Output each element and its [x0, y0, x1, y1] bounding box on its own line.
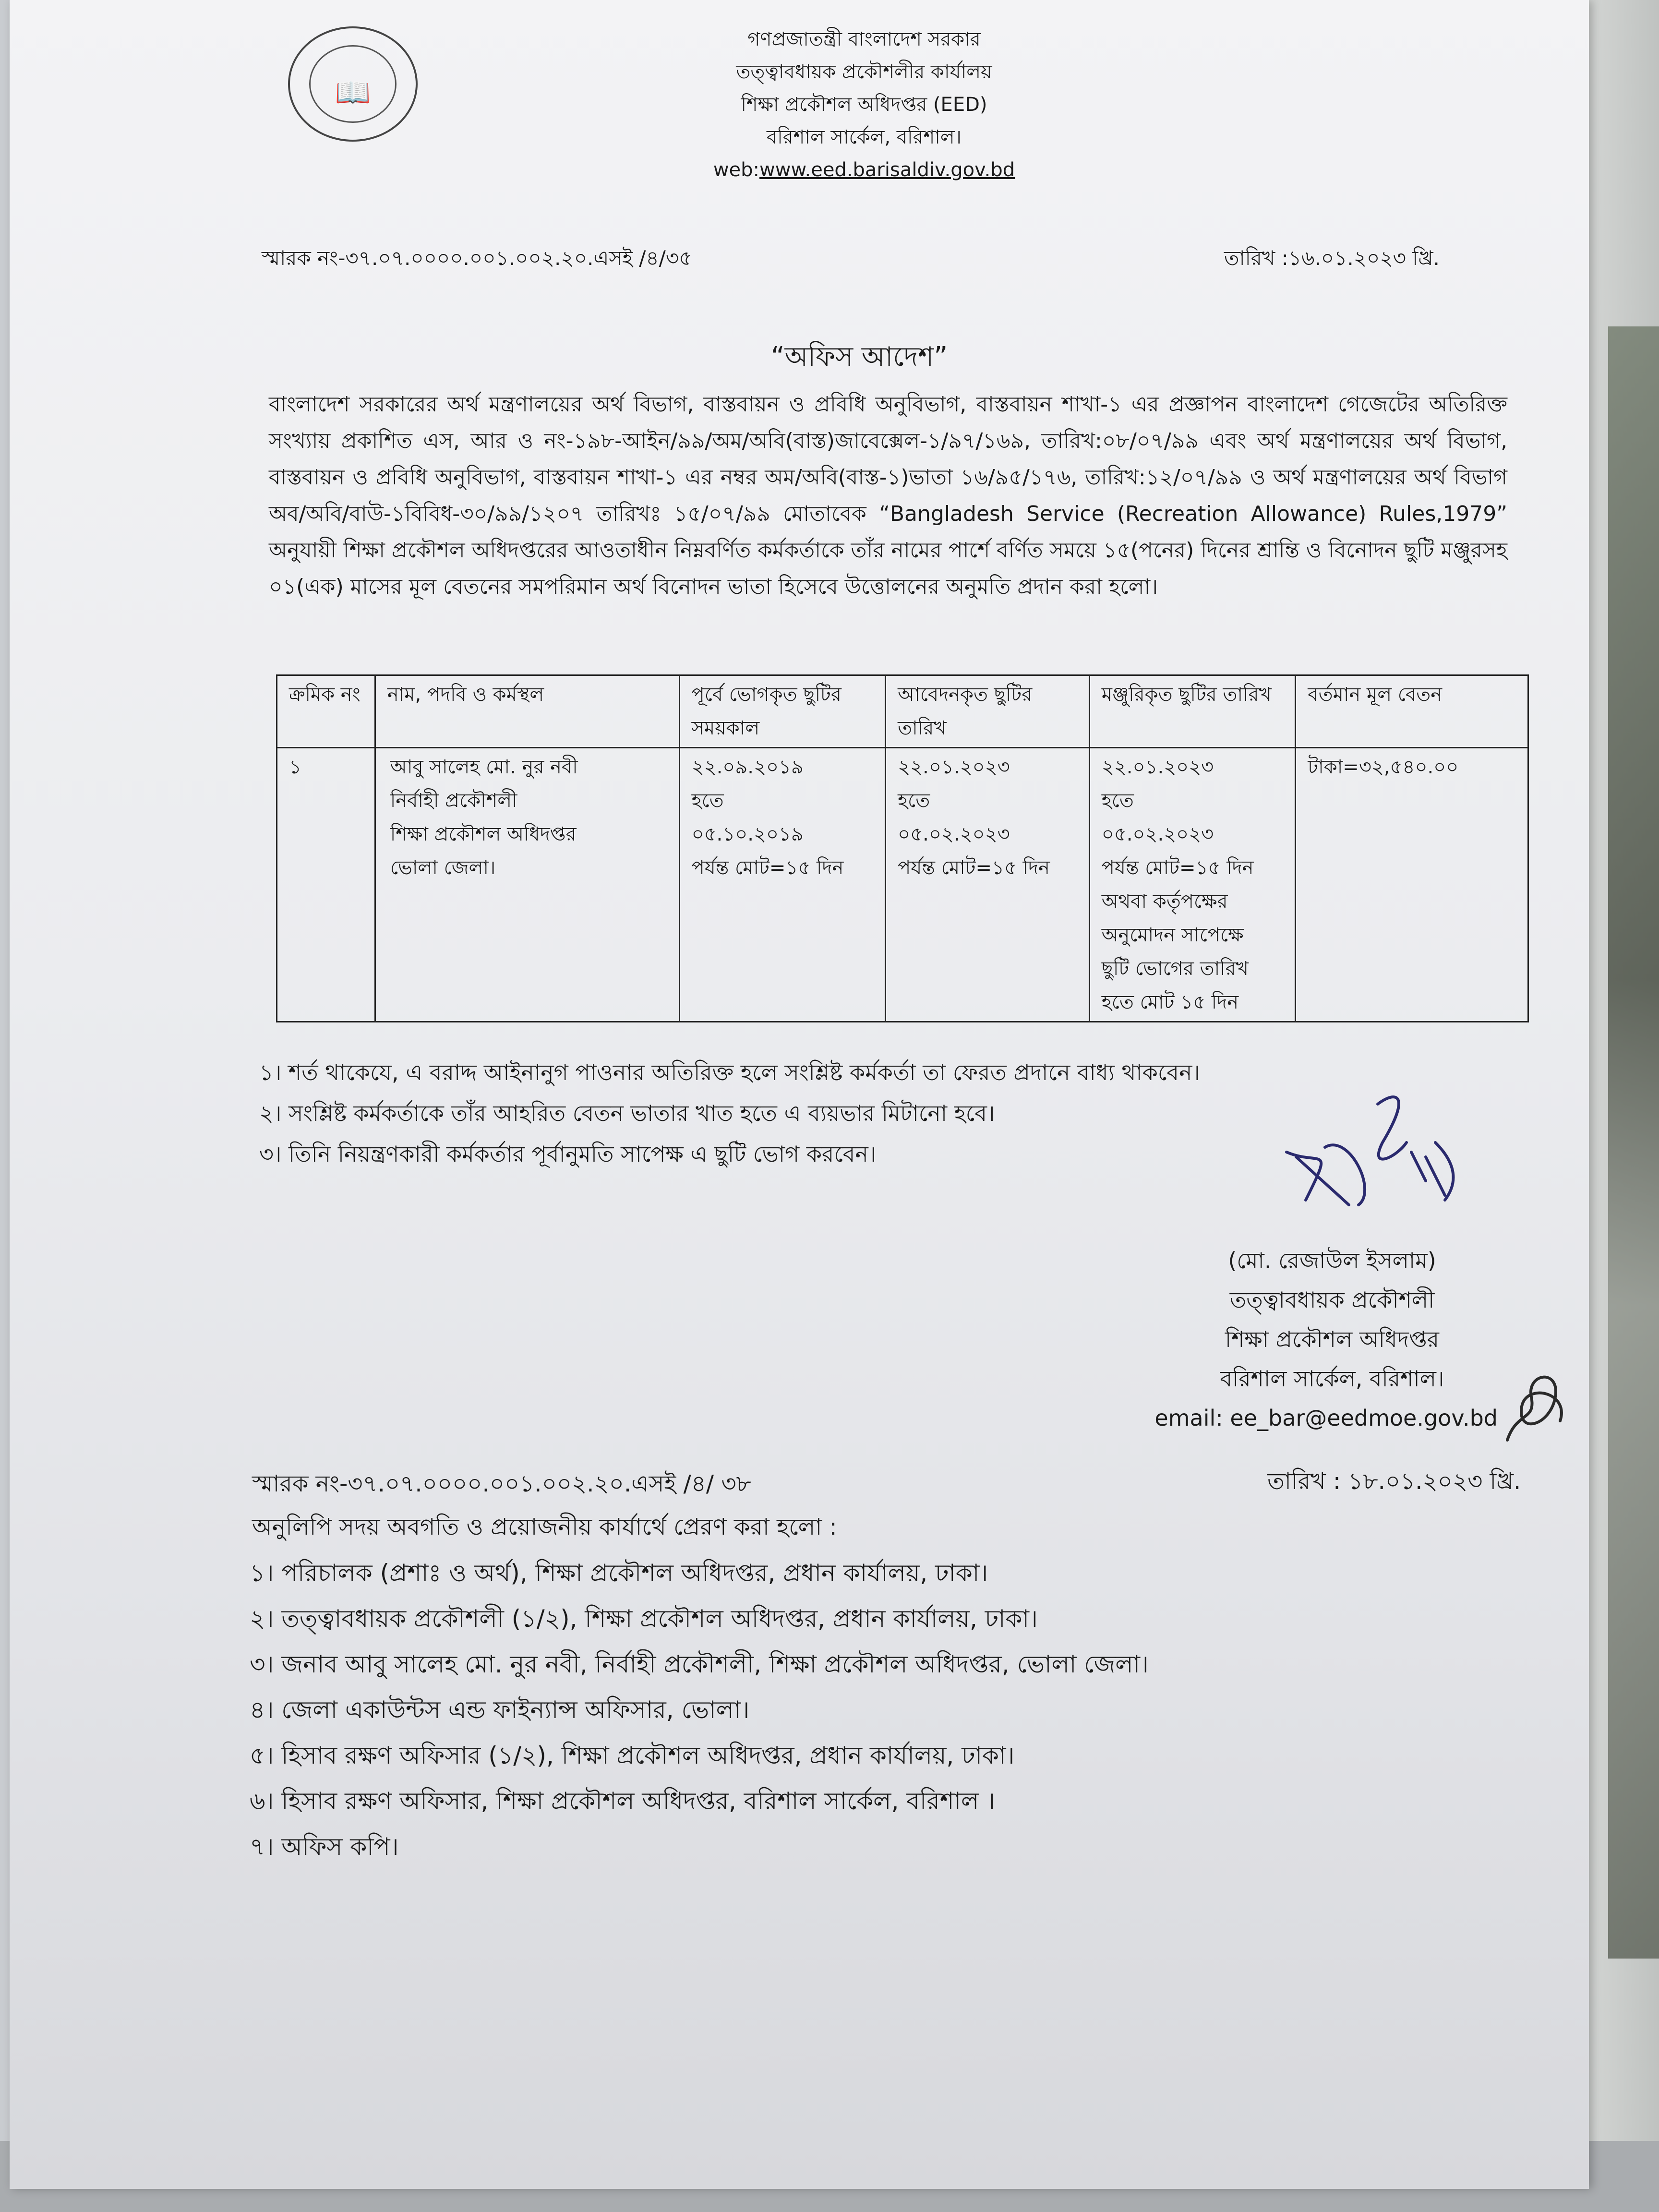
- memo-date: তারিখ :১৬.০১.২০২৩ খ্রি.: [1224, 246, 1440, 270]
- cell-line: হতে মোট ১৫ দিন: [1101, 991, 1239, 1013]
- handwritten-signature: [1253, 1085, 1474, 1243]
- cell-line: শিক্ষা প্রকৌশল অধিদপ্তর: [390, 823, 577, 845]
- web-label: web:: [713, 159, 760, 181]
- col-header-name: নাম, পদবি ও কর্মস্থল: [375, 675, 679, 748]
- copy-memo-reference: স্মারক নং-৩৭.০৭.০০০০.০০১.০০২.২০.এসই /৪/ ৩৮: [252, 1470, 751, 1497]
- table-row: [277, 748, 1528, 1022]
- handwritten-initials: [1488, 1354, 1584, 1459]
- signatory-name: (মো. রেজাউল ইসলাম): [1228, 1248, 1436, 1274]
- signatory-circle: বরিশাল সার্কেল, বরিশাল।: [1220, 1366, 1444, 1392]
- cell-line: আবু সালেহ মো. নুর নবী: [390, 756, 578, 778]
- book-emblem-icon: 📖: [335, 76, 371, 109]
- cell-line: ০৫.১০.২০১৯: [691, 823, 804, 845]
- memo-reference: স্মারক নং-৩৭.০৭.০০০০.০০১.০০২.২০.এসই /৪/৩৫: [262, 246, 692, 270]
- copy-recipient-7: ৭। অফিস কপি।: [250, 1833, 399, 1861]
- copy-memo-date: তারিখ : ১৮.০১.২০২৩ খ্রি.: [1267, 1468, 1521, 1495]
- cell-line: হতে: [898, 790, 930, 812]
- signatory-office: শিক্ষা প্রকৌশল অধিদপ্তর: [1225, 1326, 1439, 1352]
- copy-recipient-5: ৫। হিসাব রক্ষণ অফিসার (১/২), শিক্ষা প্রকৌশল অধিদপ্তর, প্রধান কার্যালয়, ঢাকা।: [250, 1742, 1015, 1769]
- cell-line: হতে: [691, 790, 724, 812]
- header-line-4: বরিশাল সার্কেল, বরিশাল।: [767, 126, 962, 148]
- leave-details-table: [276, 674, 1529, 1022]
- cell-line: পর্যন্ত মোট=১৫ দিন: [898, 857, 1050, 879]
- cell-line: হতে: [1101, 790, 1134, 812]
- condition-1: ১। শর্ত থাকেযে, এ বরাদ্দ আইনানুগ পাওনার অতিরিক্ত হলে সংশ্লিষ্ট কর্মকর্তা তা ফেরত প্রদানে বাধ্য থাকবেন।: [259, 1059, 1200, 1085]
- cell-line: পর্যন্ত মোট=১৫ দিন: [691, 857, 844, 879]
- cell-line: অনুমোদন সাপেক্ষে: [1101, 924, 1244, 946]
- cell-line: নির্বাহী প্রকৌশলী: [390, 790, 517, 812]
- organization-seal-logo: [288, 26, 418, 142]
- header-web: [614, 154, 1114, 186]
- condition-2: ২। সংশ্লিষ্ট কর্মকর্তাকে তাঁর আহরিত বেতন ভাতার খাত হতে এ ব্যয়ভার মিটানো হবে।: [259, 1100, 995, 1126]
- col-header-approved-leave: মঞ্জুরিকৃত ছুটির তারিখ: [1089, 675, 1296, 748]
- cell-line: ছুটি ভোগের তারিখ: [1101, 958, 1249, 980]
- background-object: [1608, 326, 1659, 1959]
- signatory-email: email: ee_bar@eedmoe.gov.bd: [1154, 1405, 1498, 1431]
- col-header-previous-leave: পূর্বে ভোগকৃত ছুটির সময়কাল: [679, 675, 886, 748]
- header-line-1: গণপ্রজাতন্ত্রী বাংলাদেশ সরকার: [747, 28, 981, 50]
- copy-recipient-6: ৬। হিসাব রক্ষণ অফিসার, শিক্ষা প্রকৌশল অধিদপ্তর, বরিশাল সার্কেল, বরিশাল ।: [250, 1787, 995, 1815]
- cell-previous-leave: [679, 748, 886, 1022]
- cell-line: ০৫.০২.২০২৩: [898, 823, 1010, 845]
- cell-approved-leave: [1089, 748, 1296, 1022]
- cell-line: ২২.০১.২০২৩: [1101, 756, 1214, 778]
- table-header-row: [277, 675, 1528, 748]
- col-header-applied-leave: আবেদনকৃত ছুটির তারিখ: [886, 675, 1090, 748]
- copy-recipient-4: ৪। জেলা একাউন্টস এন্ড ফাইন্যান্স অফিসার, ভোলা।: [250, 1696, 750, 1724]
- header-line-3: শিক্ষা প্রকৌশল অধিদপ্তর (EED): [741, 94, 987, 116]
- cell-name: [375, 748, 679, 1022]
- cell-line: ২২.০৯.২০১৯: [691, 756, 804, 778]
- letterhead: [614, 23, 1114, 186]
- copy-recipient-3: ৩। জনাব আবু সালেহ মো. নুর নবী, নির্বাহী প্রকৌশলী, শিক্ষা প্রকৌশল অধিদপ্তর, ভোলা জেলা।: [250, 1650, 1149, 1678]
- copy-intro: অনুলিপি সদয় অবগতি ও প্রয়োজনীয় কার্যার্থে প্রেরণ করা হলো :: [252, 1514, 837, 1540]
- copy-recipient-1: ১। পরিচালক (প্রশাঃ ও অর্থ), শিক্ষা প্রকৌশল অধিদপ্তর, প্রধান কার্যালয়, ঢাকা।: [250, 1559, 988, 1587]
- cell-line: অথবা কর্তৃপক্ষের: [1101, 890, 1228, 913]
- cell-line: পর্যন্ত মোট=১৫ দিন: [1101, 857, 1254, 879]
- document-page: [10, 0, 1589, 2189]
- col-header-basic-salary: বর্তমান মূল বেতন: [1296, 675, 1528, 748]
- cell-line: ভোলা জেলা।: [390, 857, 496, 879]
- cell-applied-leave: [886, 748, 1090, 1022]
- cell-serial: ১: [277, 748, 375, 1022]
- web-url-link[interactable]: www.eed.barisaldiv.gov.bd: [759, 159, 1015, 181]
- cell-basic-salary: টাকা=৩২,৫৪০.০০: [1296, 748, 1528, 1022]
- header-line-2: তত্ত্বাবধায়ক প্রকৌশলীর কার্যালয়: [736, 61, 992, 83]
- copy-recipient-2: ২। তত্ত্বাবধায়ক প্রকৌশলী (১/২), শিক্ষা প্রকৌশল অধিদপ্তর, প্রধান কার্যালয়, ঢাকা।: [250, 1605, 1038, 1633]
- condition-3: ৩। তিনি নিয়ন্ত্রণকারী কর্মকর্তার পূর্বানুমতি সাপেক্ষ এ ছুটি ভোগ করবেন।: [259, 1141, 877, 1167]
- signatory-designation: তত্ত্বাবধায়ক প্রকৌশলী: [1229, 1287, 1435, 1313]
- document-title: “অফিস আদেশ”: [770, 341, 948, 373]
- order-body-paragraph: বাংলাদেশ সরকারের অর্থ মন্ত্রণালয়ের অর্থ বিভাগ, বাস্তবায়ন ও প্রবিধি অনুবিভাগ, বাস্তবায়ন শাখা-১ এর প্রজ্ঞাপন বাংলাদেশ গেজেটের অতিরিক্ত সংখ্যায় প্রকাশিত এস, আর ও নং-১৯৮-আইন/৯৯/অম/অবি(বাস্ত)জাবেক্সেল-১/৯৭/১৬৯, তারিখ:০৮/০৭/৯৯ এবং অর্থ মন্ত্রণালয়ের অর্থ বিভাগ, বাস্তবায়ন ও প্রবিধি অনুবিভাগ, বাস্তবায়ন শাখা-১ এর নম্বর অম/অবি(বাস্ত-১)ভাতা ১৬/৯৫/১৭৬, তারিখ:১২/০৭/৯৯ ও অর্থ মন্ত্রণালয়ের অর্থ বিভাগ অব/অবি/বাউ-১বিবিধ-৩০/৯৯/১২০৭ তারিখঃ ১৫/০৭/৯৯ মোতাবেক “Bangladesh Service (Recreation Allowance) Rules,1979” অনুযায়ী শিক্ষা প্রকৌশল অধিদপ্তরের আওতাধীন নিম্নবর্ণিত কর্মকর্তাকে তাঁর নামের পার্শে বর্ণিত সময়ে ১৫(পনের) দিনের শ্রান্তি ও বিনোদন ছুটি মঞ্জুরসহ ০১(এক) মাসের মূল বেতনের সমপরিমান অর্থ বিনোদন ভাতা হিসেবে উত্তোলনের অনুমতি প্রদান করা হলো।: [269, 392, 1507, 599]
- cell-line: ২২.০১.২০২৩: [898, 756, 1010, 778]
- col-header-serial: ক্রমিক নং: [277, 675, 375, 748]
- cell-line: ০৫.০২.২০২৩: [1101, 823, 1214, 845]
